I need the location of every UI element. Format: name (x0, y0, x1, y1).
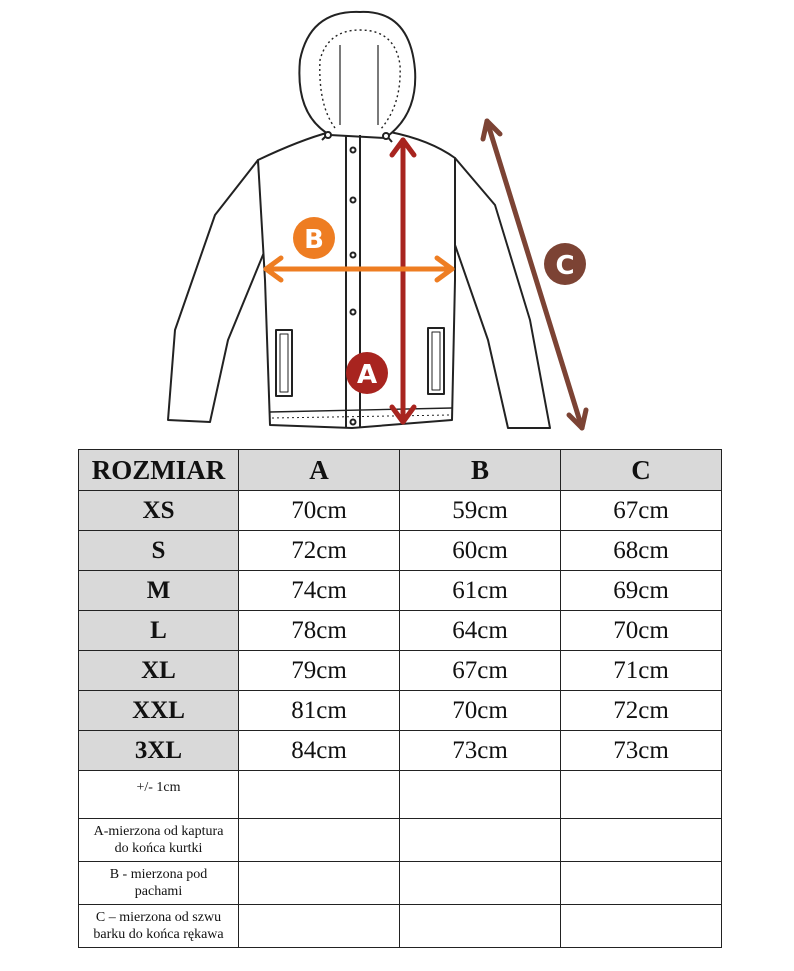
size-cell: 3XL (79, 731, 239, 771)
table-row (79, 651, 722, 691)
svg-text:B: B (304, 225, 324, 255)
value-a: 84cm (239, 731, 400, 771)
value-c: 67cm (561, 491, 722, 531)
empty-cell (400, 905, 561, 948)
value-c: 71cm (561, 651, 722, 691)
value-b: 70cm (400, 691, 561, 731)
note-b-line1: B - mierzona pod (109, 867, 208, 882)
value-a: 74cm (239, 571, 400, 611)
empty-cell (400, 771, 561, 819)
value-b: 60cm (400, 531, 561, 571)
table-row (79, 731, 722, 771)
size-table (78, 449, 722, 948)
value-b: 61cm (400, 571, 561, 611)
value-a: 70cm (239, 491, 400, 531)
badge-c (544, 243, 586, 285)
note-c-line1: C – mierzona od szwu (95, 910, 222, 925)
value-b: 67cm (400, 651, 561, 691)
value-a: 79cm (239, 651, 400, 691)
note-a-line2: do końca kurtki (114, 841, 203, 856)
note-b (79, 862, 239, 905)
empty-cell (400, 819, 561, 862)
empty-cell (239, 771, 400, 819)
value-c: 68cm (561, 531, 722, 571)
note-row-tolerance (79, 771, 722, 819)
empty-cell (400, 862, 561, 905)
note-row-a (79, 819, 722, 862)
table-row (79, 491, 722, 531)
size-cell: L (79, 611, 239, 651)
value-c: 73cm (561, 731, 722, 771)
value-a: 72cm (239, 531, 400, 571)
value-a: 78cm (239, 611, 400, 651)
table-row (79, 571, 722, 611)
size-cell: S (79, 531, 239, 571)
size-cell: M (79, 571, 239, 611)
note-b-line2: pachami (134, 884, 183, 899)
note-a (79, 819, 239, 862)
header-a: A (239, 450, 400, 491)
empty-cell (561, 905, 722, 948)
jacket-illustration (0, 0, 794, 440)
svg-text:C: C (555, 251, 575, 281)
empty-cell (239, 905, 400, 948)
table-row (79, 611, 722, 651)
value-b: 73cm (400, 731, 561, 771)
value-b: 59cm (400, 491, 561, 531)
badge-b (293, 217, 335, 259)
value-c: 70cm (561, 611, 722, 651)
svg-text:A: A (356, 360, 378, 390)
table-row (79, 691, 722, 731)
empty-cell (561, 771, 722, 819)
note-a-line1: A-mierzona od kaptura (93, 824, 224, 839)
note-c (79, 905, 239, 948)
tolerance-note: +/- 1cm (79, 771, 239, 819)
value-a: 81cm (239, 691, 400, 731)
header-b: B (400, 450, 561, 491)
empty-cell (239, 819, 400, 862)
table-row (79, 531, 722, 571)
size-cell: XL (79, 651, 239, 691)
value-b: 64cm (400, 611, 561, 651)
empty-cell (561, 862, 722, 905)
empty-cell (239, 862, 400, 905)
badge-a (346, 352, 388, 394)
size-cell: XXL (79, 691, 239, 731)
value-c: 69cm (561, 571, 722, 611)
note-c-line2: barku do końca rękawa (93, 927, 224, 942)
empty-cell (561, 819, 722, 862)
note-row-b (79, 862, 722, 905)
header-c: C (561, 450, 722, 491)
header-size: ROZMIAR (79, 450, 239, 491)
header-row (79, 450, 722, 491)
size-cell: XS (79, 491, 239, 531)
note-row-c (79, 905, 722, 948)
value-c: 72cm (561, 691, 722, 731)
